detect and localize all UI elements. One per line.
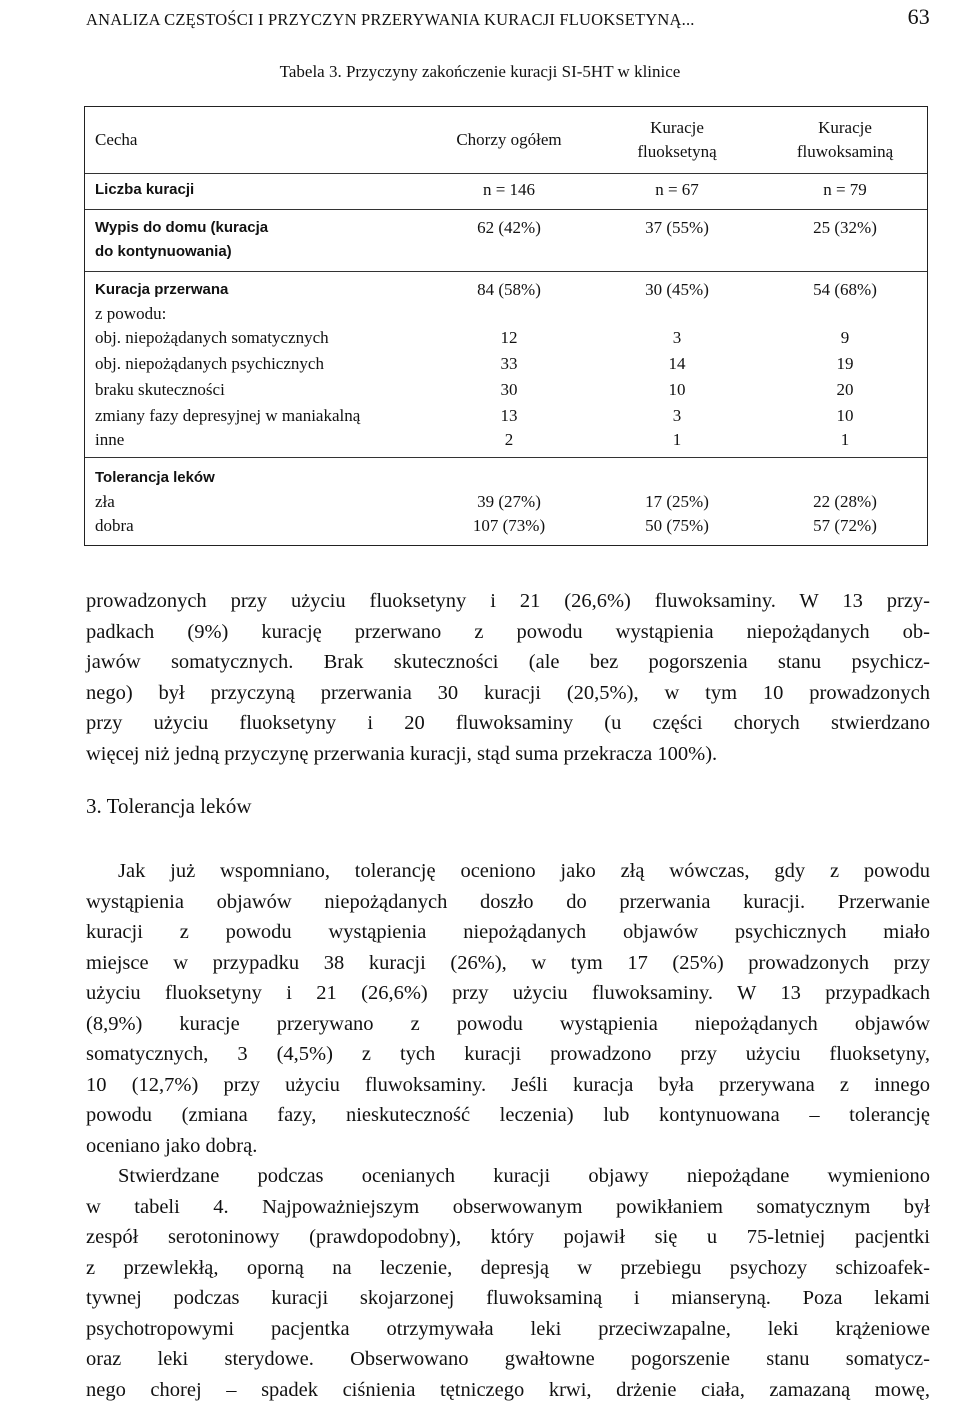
table-row-label: do kontynuowania) <box>95 241 232 263</box>
table-row-label: zmiany fazy depresyjnej w maniakalną <box>95 405 360 427</box>
table-cell: n = 146 <box>433 179 585 201</box>
table-row-label: inne <box>95 429 124 451</box>
text-line: (8,9%) kuracje przerywano z powodu wystąpienia niepożądanych objawów <box>86 1009 930 1040</box>
table-cell: 2 <box>433 429 585 451</box>
table-cell: n = 67 <box>607 179 747 201</box>
body-paragraph-3 <box>86 1161 930 1405</box>
table-divider <box>85 173 927 174</box>
text-line: miejsce w przypadku 38 kuracji (26%), w tym 17 (25%) prowadzonych przy <box>86 948 930 979</box>
table-cell: 84 (58%) <box>433 279 585 301</box>
table-cell: 1 <box>765 429 925 451</box>
text-line: w tabeli 4. Najpoważniejszym obserwowanym powikłaniem somatycznym był <box>86 1192 930 1223</box>
table-cell: 19 <box>765 353 925 375</box>
table-cell: 12 <box>433 327 585 349</box>
table-cell: 25 (32%) <box>765 217 925 239</box>
table-row-label: braku skuteczności <box>95 379 225 401</box>
table-divider <box>85 271 927 272</box>
body-paragraph-2 <box>86 856 930 1161</box>
table-divider <box>85 209 927 210</box>
text-line: padkach (9%) kurację przerwano z powodu wystąpienia niepożądanych ob- <box>86 617 930 648</box>
table-cell: 33 <box>433 353 585 375</box>
column-header-fluoxetine-1: Kuracje <box>607 117 747 139</box>
running-title: ANALIZA CZĘSTOŚCI I PRZYCZYN PRZERYWANIA KURACJI FLUOKSETYNĄ... <box>86 10 695 30</box>
text-line: jawów somatycznych. Brak skuteczności (ale bez pogorszenia stanu psychicz- <box>86 647 930 678</box>
text-line: kuracji z powodu wystąpienia niepożądanych objawów psychicznych miało <box>86 917 930 948</box>
table-cell: 3 <box>607 327 747 349</box>
section-heading: 3. Tolerancja leków <box>86 794 252 819</box>
text-line: oraz leki sterydowe. Obserwowano gwałtowne pogorszenie stanu somatycz- <box>86 1344 930 1375</box>
table-cell: 50 (75%) <box>607 515 747 537</box>
text-line: psychotropowymi pacjentka otrzymywała leki przeciwzapalne, leki krążeniowe <box>86 1314 930 1345</box>
table-row-label: z powodu: <box>95 303 166 325</box>
table-cell: 9 <box>765 327 925 349</box>
text-line: zespół serotoninowy (prawdopodobny), który pojawił się u 75-letniej pacjentki <box>86 1222 930 1253</box>
column-header-cecha: Cecha <box>95 129 137 151</box>
text-line: wystąpienia objawów niepożądanych doszło do przerwania kuracji. Przerwanie <box>86 887 930 918</box>
table-cell: 57 (72%) <box>765 515 925 537</box>
table-cell: 20 <box>765 379 925 401</box>
table-caption: Tabela 3. Przyczyny zakończenie kuracji SI-5HT w klinice <box>0 62 960 82</box>
table-cell: 107 (73%) <box>433 515 585 537</box>
table-divider <box>85 457 927 458</box>
page-number: 63 <box>908 4 930 30</box>
table-cell: 13 <box>433 405 585 427</box>
table-cell: 3 <box>607 405 747 427</box>
table-cell: 14 <box>607 353 747 375</box>
table-row-label: Tolerancja leków <box>95 467 215 489</box>
table-cell: 62 (42%) <box>433 217 585 239</box>
table-row-label: Kuracja przerwana <box>95 279 228 301</box>
table-row-label: Wypis do domu (kuracja <box>95 217 268 239</box>
column-header-fluvoxamine-1: Kuracje <box>765 117 925 139</box>
table-cell: 54 (68%) <box>765 279 925 301</box>
text-line: powodu (zmiana fazy, nieskuteczność leczenia) lub kontynuowana – tolerancję <box>86 1100 930 1131</box>
text-line: nego) był przyczyną przerwania 30 kuracji (20,5%), w tym 10 prowadzonych <box>86 678 930 709</box>
column-header-total: Chorzy ogółem <box>433 129 585 151</box>
text-line: Stwierdzane podczas ocenianych kuracji objawy niepożądane wymieniono <box>86 1161 930 1192</box>
table-cell: 10 <box>765 405 925 427</box>
table-cell: 10 <box>607 379 747 401</box>
table-cell: 22 (28%) <box>765 491 925 513</box>
table-row-label: obj. niepożądanych psychicznych <box>95 353 324 375</box>
table-cell: 17 (25%) <box>607 491 747 513</box>
running-header <box>86 6 930 30</box>
text-line: przy użyciu fluoksetyny i 20 fluwoksaminy (u części chorych stwierdzano <box>86 708 930 739</box>
table-row-label: dobra <box>95 515 134 537</box>
table-cell: 39 (27%) <box>433 491 585 513</box>
table-cell: 37 (55%) <box>607 217 747 239</box>
table-cell: 30 (45%) <box>607 279 747 301</box>
table-row-label: zła <box>95 491 115 513</box>
body-paragraph-1 <box>86 586 930 769</box>
text-line: użyciu fluoksetyny i 21 (26,6%) przy użyciu fluwoksaminy. W 13 przypadkach <box>86 978 930 1009</box>
table-row-label: Liczba kuracji <box>95 179 194 201</box>
text-line: prowadzonych przy użyciu fluoksetyny i 21 (26,6%) fluwoksaminy. W 13 przy- <box>86 586 930 617</box>
text-line: oceniano jako dobrą. <box>86 1131 930 1162</box>
table-row-label: obj. niepożądanych somatycznych <box>95 327 329 349</box>
column-header-fluvoxamine-2: fluwoksaminą <box>765 141 925 163</box>
text-line: więcej niż jedną przyczynę przerwania kuracji, stąd suma przekracza 100%). <box>86 739 930 770</box>
text-line: tywnej podczas kuracji skojarzonej fluwoksaminą i mianseryną. Poza lekami <box>86 1283 930 1314</box>
table-cell: 30 <box>433 379 585 401</box>
text-line: z przewlekłą, oporną na leczenie, depresją w przebiegu psychozy schizoafek- <box>86 1253 930 1284</box>
column-header-fluoxetine-2: fluoksetyną <box>607 141 747 163</box>
table-cell: n = 79 <box>765 179 925 201</box>
text-line: somatycznych, 3 (4,5%) z tych kuracji prowadzono przy użyciu fluoksetyny, <box>86 1039 930 1070</box>
text-line: Jak już wspomniano, tolerancję oceniono jako złą wówczas, gdy z powodu <box>86 856 930 887</box>
table-cell: 1 <box>607 429 747 451</box>
text-line: 10 (12,7%) przy użyciu fluwoksaminy. Jeśli kuracja była przerywana z innego <box>86 1070 930 1101</box>
text-line: nego chorej – spadek ciśnienia tętniczego krwi, drżenie ciała, zamazaną mowę, <box>86 1375 930 1405</box>
data-table <box>84 106 928 546</box>
